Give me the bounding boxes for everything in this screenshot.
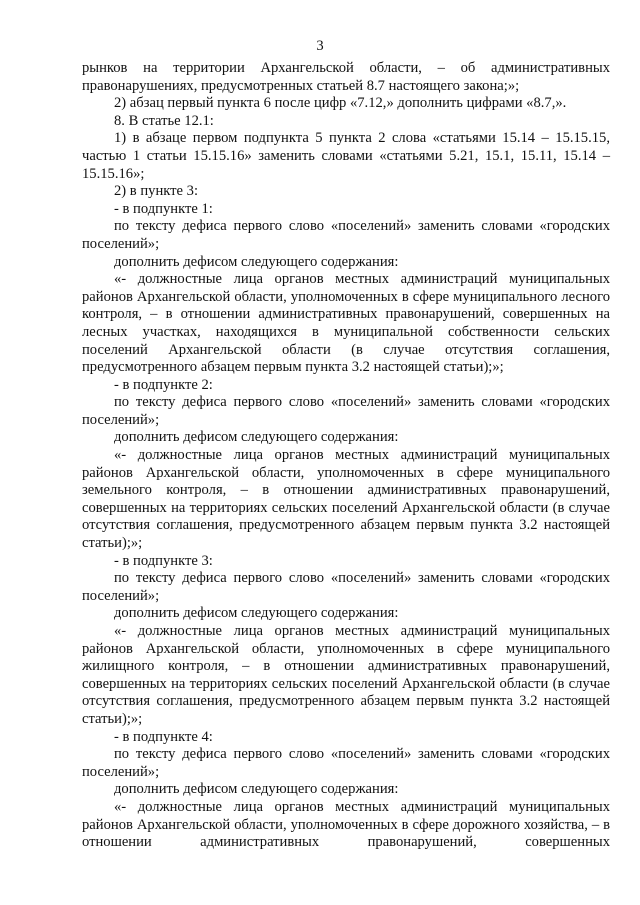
paragraph-18: - в подпункте 4: [114,728,213,745]
paragraph-20: дополнить дефисом следующего содержания: [114,781,399,798]
paragraph-3: 8. В статье 12.1: [114,112,214,129]
paragraph-19: по тексту дефиса первого слово «поселений» заменить словами «городских поселений»; [82,746,610,780]
paragraph-6: - в подпункте 1: [114,200,213,217]
paragraph-11: по тексту дефиса первого слово «поселений» заменить словами «городских поселений»; [82,394,610,428]
paragraph-5: 2) в пункте 3: [114,183,199,200]
paragraph-14: - в подпункте 3: [114,552,213,569]
page-number: 3 [316,38,324,54]
paragraph-13: «- должностные лица органов местных администраций муниципальных районов Архангельской области, уполномоченных в сфере муниципального земельного контроля, – в отношении административных правонарушений, совершенных на территориях сельских поселений Архангельской области (в случае отсутствия соглашения, предусмотренного абзацем первым пункта 3.2 настоящей статьи);»; [82,447,610,552]
paragraph-4: 1) в абзаце первом подпункта 5 пункта 2 слова «статьями 15.14 – 15.15.15, частью 1 статьи 15.15.16» заменить словами «статьями 5.21, 15.1, 15.11, 15.14 – 15.15.16»; [82,130,610,182]
paragraph-21: «- должностные лица органов местных администраций муниципальных районов Архангельской области, уполномоченных в сфере дорожного хозяйства, – в отношении административных правонарушений, совершенных [82,798,610,851]
paragraph-1: рынков на территории Архангельской области, – об административных правонарушениях, предусмотренных статьей 8.7 настоящего закона;»; [82,60,610,94]
paragraph-10: - в подпункте 2: [114,376,213,393]
paragraph-9: «- должностные лица органов местных администраций муниципальных районов Архангельской области, уполномоченных в сфере муниципального лесного контроля, – в отношении административных правонарушений, совершенных на лесных участках, находящихся в муниципальной собственности сельских поселений Архангельской области (в случае отсутствия соглашения, предусмотренного абзацем первым пункта 3.2 настоящей статьи);»; [82,271,610,376]
paragraph-17: «- должностные лица органов местных администраций муниципальных районов Архангельской области, уполномоченных в сфере муниципального жилищного контроля, – в отношении административных правонарушений, совершенных на территориях сельских поселений Архангельской области (в случае отсутствия соглашения, предусмотренного абзацем первым пункта 3.2 настоящей статьи);»; [82,623,610,727]
paragraph-15: по тексту дефиса первого слово «поселений» заменить словами «городских поселений»; [82,570,610,604]
paragraph-16: дополнить дефисом следующего содержания: [114,605,399,622]
paragraph-7: по тексту дефиса первого слово «поселений» заменить словами «городских поселений»; [82,218,610,252]
paragraph-8: дополнить дефисом следующего содержания: [114,253,399,270]
document-body [82,60,610,852]
paragraph-12: дополнить дефисом следующего содержания: [114,429,399,446]
paragraph-2: 2) абзац первый пункта 6 после цифр «7.12,» дополнить цифрами «8.7,». [114,95,567,112]
